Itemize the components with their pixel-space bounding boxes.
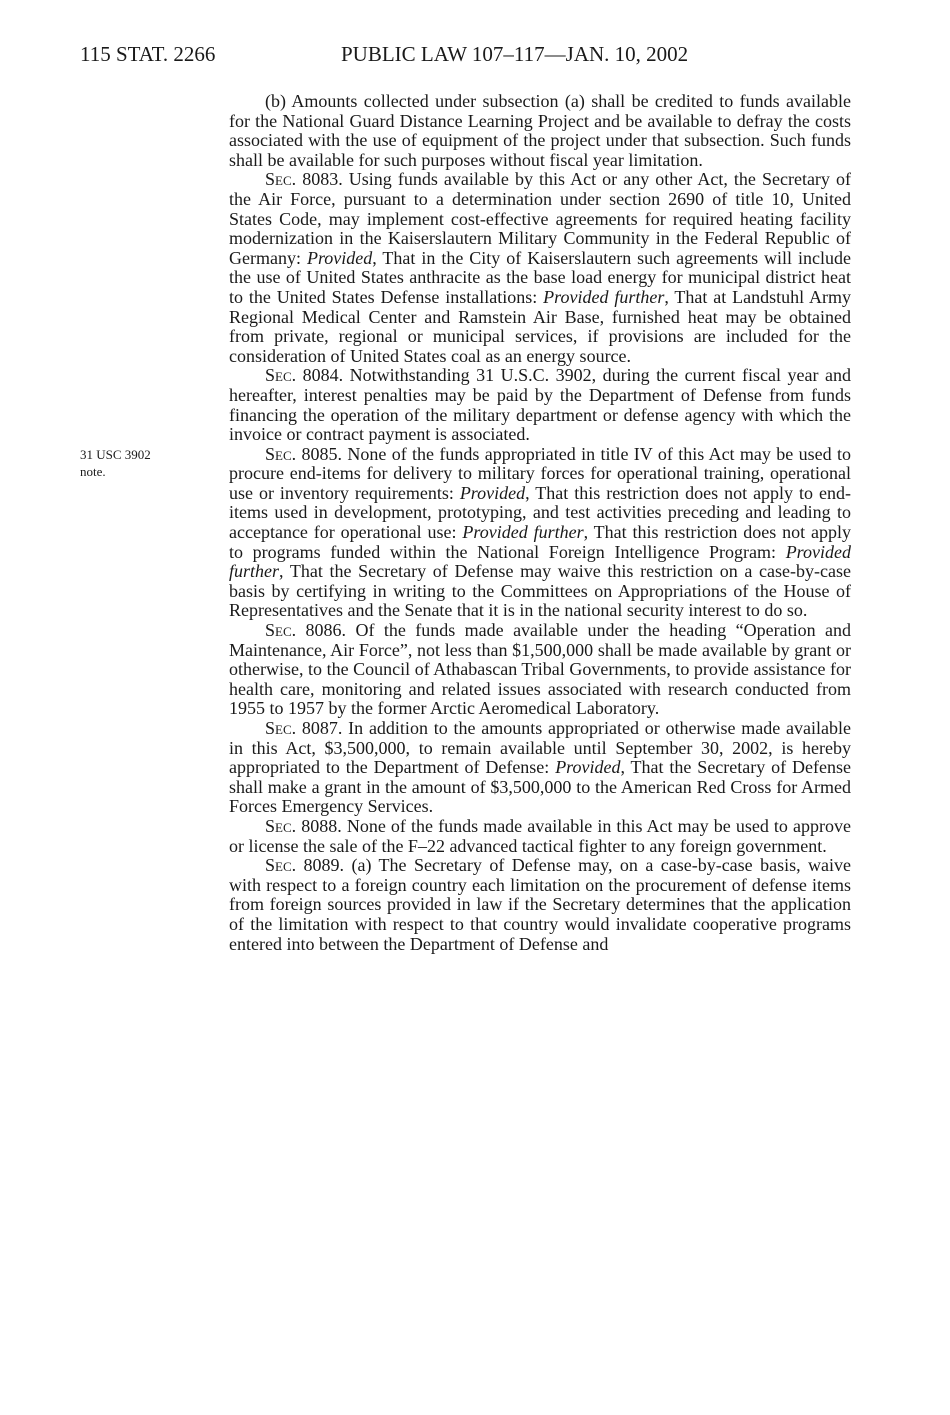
- section-8085: Sec. 8085. None of the funds appropriated in title IV of this Act may be used to procure end-items for delivery to military forces for operational training, operational use or inventory requirements: Provided, That this restriction does not apply to end-items used in development, prototyping, and test activities preceding and leading to acceptance for operational use: Provided further, That this restriction does not apply to programs funded within the National Foreign Intelligence Program: Provided further, That the Secretary of Defense may waive this restriction on a case-by-case basis by certifying in writing to the Committees on Appropriations of the House of Representatives and the Senate that it is in the national security interest to do so.: [229, 443, 852, 621]
- section-label: Sec.: [265, 620, 297, 641]
- section-8087: Sec. 8087. In addition to the amounts appropriated or otherwise made available in this Act, $3,500,000, to remain available until September 30, 2002, is hereby appropriated to the Department of Defense: Provided, That the Secretary of Defense shall make a grant in the amount of $3,500,000 to the American Red Cross for Armed Forces Emergency Services.: [229, 718, 851, 817]
- section-label: Sec.: [265, 815, 297, 836]
- paragraph-subsection-b: (b) Amounts collected under subsection (a) shall be credited to funds available for the National Guard Distance Learning Project and be available to defray the costs associated with the use of equipment of the project under that subsection. Such funds shall be available for such purposes without fiscal year limitation.: [229, 91, 851, 170]
- margin-note-label: note.: [80, 464, 106, 479]
- section-8088: Sec. 8088. None of the funds made available in this Act may be used to approve or license the sale of the F–22 advanced tactical fighter to any foreign government.: [229, 815, 851, 856]
- body-text: [229, 92, 851, 954]
- section-label: Sec.: [265, 855, 297, 876]
- page-header: [0, 42, 950, 76]
- public-law-citation: PUBLIC LAW 107–117—JAN. 10, 2002: [341, 42, 689, 66]
- section-label: Sec.: [265, 718, 297, 738]
- section-8086: Sec. 8086. Of the funds made available under the heading “Operation and Maintenance, Air Force”, not less than $1,500,000 shall be made available by grant or otherwise, to the Council of Athabascan Tribal Governments, to provide assistance for health care, monitoring and related issues associated with research conducted from 1955 to 1957 by the former Arctic Aeromedical Laboratory.: [229, 620, 851, 719]
- section-label: Sec.: [265, 365, 297, 386]
- section-8084: Sec. 8084. Notwithstanding 31 U.S.C. 3902, during the current fiscal year and hereafter, interest penalties may be paid by the Department of Defense from funds financing the operation of the military department or defense agency with which the invoice or contract payment is associated.: [229, 365, 851, 445]
- statute-page-number: 115 STAT. 2266: [80, 42, 216, 66]
- section-8083: Sec. 8083. Using funds available by this Act or any other Act, the Secretary of the Air Force, pursuant to a determination under section 2690 of title 10, United States Code, may implement cost-effective agreements for required heating facility modernization in the Kaiserslautern Military Community in the Federal Republic of Germany: Provided, That in the City of Kaiserslautern such agreements will include the use of United States anthracite as the base load energy for municipal district heat to the United States Defense installations: Provided further, That at Landstuhl Army Regional Medical Center and Ramstein Air Base, furnished heat may be obtained from private, regional or municipal services, if provisions are included for the consideration of United States coal as an energy source.: [229, 169, 851, 366]
- section-label: Sec.: [265, 443, 297, 464]
- margin-note-citation: 31 USC 3902: [80, 447, 151, 462]
- margin-note: [80, 446, 210, 480]
- section-label: Sec.: [265, 169, 297, 190]
- section-8089: Sec. 8089. (a) The Secretary of Defense may, on a case-by-case basis, waive with respect to a foreign country each limitation on the procurement of defense items from foreign sources provided in law if the Secretary determines that the application of the limitation with respect to that country would invalidate cooperative programs entered into between the Department of Defense and: [229, 855, 851, 954]
